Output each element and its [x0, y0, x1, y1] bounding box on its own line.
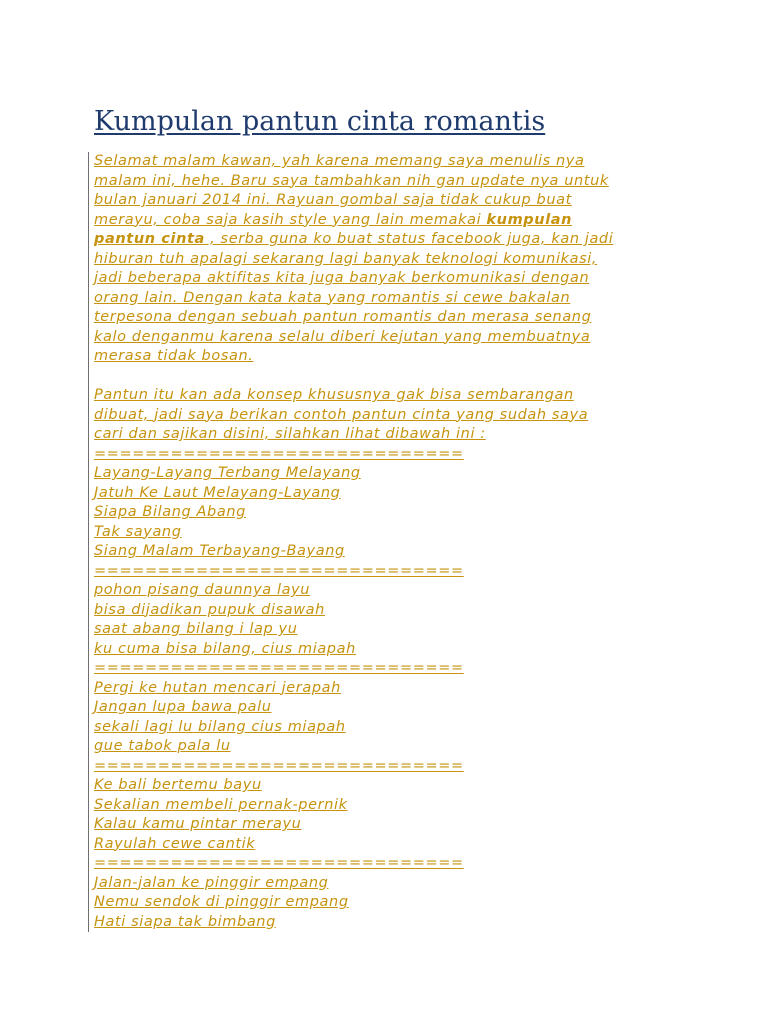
intro-line[interactable] [94, 250, 694, 270]
pantun-line[interactable]: pohon pisang daunnya layu [94, 582, 311, 598]
text-run[interactable]: merasa tidak bosan. [94, 348, 254, 364]
pantun-line[interactable]: saat abang bilang i lap yu [94, 621, 298, 637]
pantun-line[interactable]: bisa dijadikan pupuk disawah [94, 601, 325, 618]
intro-line[interactable] [94, 347, 694, 367]
separator-line[interactable]: ============================= [94, 855, 464, 871]
pantun-line[interactable]: Jangan lupa bawa palu [94, 699, 272, 715]
pantun-line[interactable]: Rayulah cewe cantik [94, 835, 256, 852]
text-run[interactable]: malam ini, hehe. Baru saya tambahkan nih gan update nya untuk [94, 172, 609, 189]
pantun-line[interactable]: Kalau kamu pintar merayu [94, 816, 302, 832]
intro-line[interactable] [94, 191, 694, 211]
pantun-line[interactable]: sekali lagi lu bilang cius miapah [94, 718, 346, 735]
pantun-line[interactable]: Ke bali bertemu bayu [94, 777, 262, 793]
text-run[interactable]: , serba guna ko buat status facebook juga, kan jadi [204, 231, 614, 247]
intro-line[interactable] [94, 328, 694, 348]
pantun-list [94, 386, 694, 932]
pantun-line[interactable]: dibuat, jadi saya berikan contoh pantun cinta yang sudah saya [94, 406, 589, 423]
intro-paragraph [94, 152, 694, 367]
text-run[interactable]: Selamat malam kawan, yah karena memang saya menulis nya [94, 153, 585, 169]
pantun-line[interactable]: ku cuma bisa bilang, cius miapah [94, 640, 356, 657]
text-run[interactable]: orang lain. Dengan kata kata yang romantis si cewe bakalan [94, 289, 571, 306]
pantun-line[interactable]: gue tabok pala lu [94, 738, 231, 754]
pantun-line[interactable]: Siang Malam Terbayang-Bayang [94, 543, 345, 559]
pantun-line[interactable]: Pergi ke hutan mencari jerapah [94, 679, 341, 696]
intro-line[interactable] [94, 152, 694, 172]
text-run[interactable]: hiburan tuh apalagi sekarang lagi banyak teknologi komunikasi, [94, 250, 598, 267]
pantun-line[interactable]: Jatuh Ke Laut Melayang-Layang [94, 484, 341, 501]
article-body [88, 152, 694, 932]
intro-line[interactable] [94, 269, 694, 289]
keyword-link[interactable]: kumpulan [486, 211, 573, 228]
text-run[interactable]: merayu, coba saja kasih style yang lain memakai [94, 211, 487, 228]
text-run[interactable]: kalo denganmu karena selalu diberi kejutan yang membuatnya [94, 328, 591, 345]
paragraph-gap [94, 367, 694, 387]
text-run[interactable]: jadi beberapa aktifitas kita juga banyak berkomunikasi dengan [94, 270, 590, 286]
intro-line[interactable] [94, 289, 694, 309]
intro-line[interactable] [94, 172, 694, 192]
pantun-line[interactable]: cari dan sajikan disini, silahkan lihat dibawah ini : [94, 426, 486, 442]
pantun-line[interactable]: Layang-Layang Terbang Melayang [94, 465, 361, 481]
separator-line[interactable]: ============================= [94, 757, 464, 774]
pantun-line[interactable]: Pantun itu kan ada konsep khususnya gak bisa sembarangan [94, 387, 574, 403]
intro-line[interactable] [94, 230, 694, 250]
separator-line[interactable]: ============================= [94, 562, 464, 579]
pantun-line[interactable]: Hati siapa tak bimbang [94, 913, 276, 930]
intro-line[interactable] [94, 211, 694, 231]
text-run[interactable]: bulan januari 2014 ini. Rayuan gombal saja tidak cukup buat [94, 192, 572, 208]
text-run[interactable]: terpesona dengan sebuah pantun romantis dan merasa senang [94, 309, 592, 325]
keyword-link[interactable]: pantun cinta [94, 231, 205, 247]
page-title: Kumpulan pantun cinta romantis [94, 106, 546, 137]
separator-line[interactable]: ============================= [94, 445, 464, 462]
pantun-line[interactable]: Tak sayang [94, 523, 182, 540]
intro-line[interactable] [94, 308, 694, 328]
pantun-line[interactable]: Siapa Bilang Abang [94, 504, 246, 520]
separator-line[interactable]: ============================= [94, 660, 464, 676]
pantun-line[interactable]: Sekalian membeli pernak-pernik [94, 796, 348, 813]
pantun-line[interactable]: Nemu sendok di pinggir empang [94, 894, 349, 910]
pantun-line[interactable]: Jalan-jalan ke pinggir empang [94, 874, 329, 891]
